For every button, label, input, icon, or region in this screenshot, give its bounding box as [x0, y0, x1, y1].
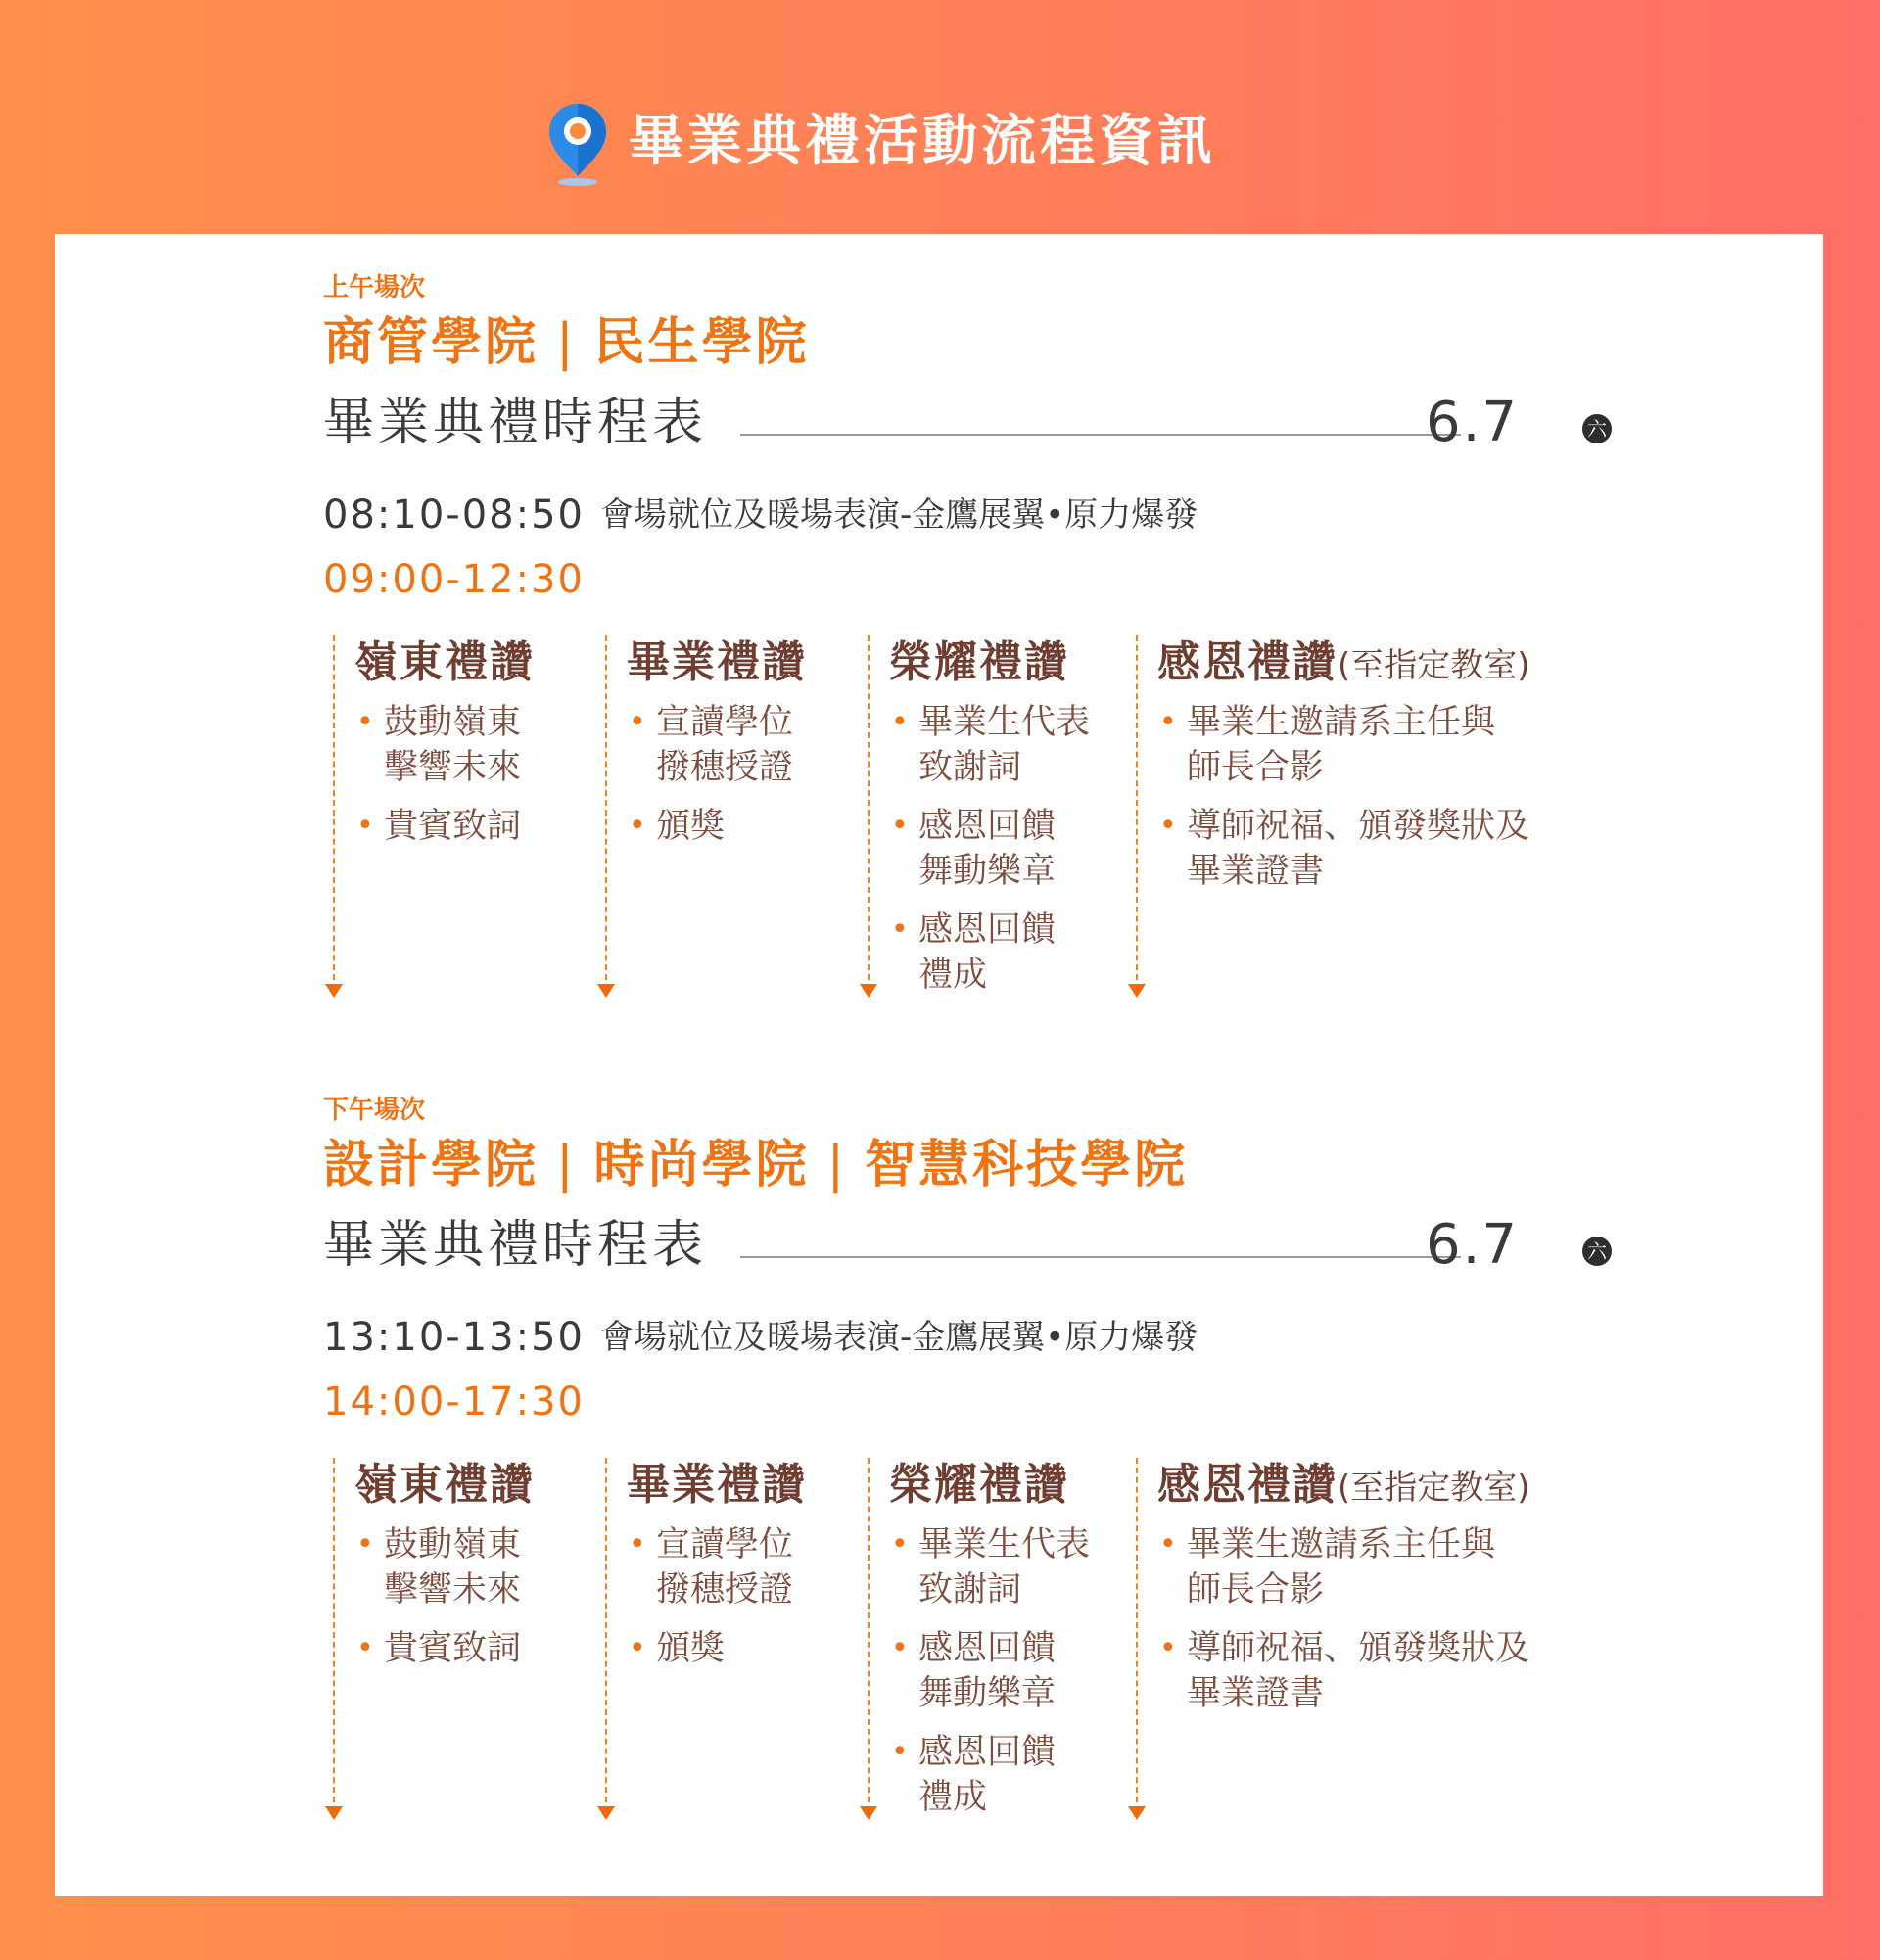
date-value: 6.7 [1426, 1213, 1520, 1277]
list-item [1157, 1522, 1529, 1612]
dashed-timeline [1136, 1458, 1138, 1802]
arrow-down-icon [597, 984, 615, 998]
list-item [1157, 804, 1529, 894]
list-item-text: 感恩回饋 舞動樂章 [918, 1629, 1057, 1713]
bullet-icon: • [629, 809, 646, 843]
list-item-text: 導師祝福、頒發獎狀及 畢業證書 [1187, 807, 1530, 891]
arrow-down-icon [860, 984, 877, 998]
schedule-title: 畢業典禮時程表 [323, 394, 708, 452]
list-item-text: 畢業生代表 致謝詞 [918, 1525, 1091, 1610]
list-item [889, 1626, 1090, 1716]
column-items [627, 1522, 793, 1685]
session-tag: 上午場次 [323, 273, 426, 303]
bullet-icon: • [891, 705, 909, 739]
column-items [889, 700, 1090, 1011]
college-separator: | [556, 1136, 577, 1194]
divider-line [740, 434, 1461, 436]
column-title [354, 1458, 535, 1513]
column-title [889, 635, 1069, 690]
column-items [354, 1522, 521, 1685]
session-tag: 下午場次 [323, 1096, 426, 1125]
dashed-timeline [333, 635, 335, 980]
bullet-icon: • [356, 1527, 374, 1562]
list-item [627, 804, 793, 849]
column-items [627, 700, 793, 863]
list-item [354, 700, 521, 790]
college-names [323, 310, 810, 375]
college-name: 民生學院 [593, 313, 810, 372]
column-title-text: 榮耀禮讚 [889, 1460, 1069, 1510]
column-items [354, 700, 521, 863]
page-title: 畢業典禮活動流程資訊 [629, 110, 1216, 173]
college-name: 設計學院 [323, 1136, 540, 1194]
dashed-timeline [605, 1458, 607, 1802]
column-title-text: 感恩禮讚 [1157, 1460, 1338, 1510]
column-title-text: 畢業禮讚 [627, 1460, 807, 1510]
list-item [354, 1626, 521, 1671]
bullet-icon: • [356, 1631, 374, 1665]
arrow-down-icon [597, 1806, 615, 1820]
column-title-text: 畢業禮讚 [627, 637, 807, 687]
date-label [1426, 1213, 1612, 1278]
bullet-icon: • [1159, 1631, 1177, 1665]
list-item [889, 1730, 1090, 1820]
dashed-timeline [868, 1458, 870, 1802]
dashed-timeline [605, 635, 607, 980]
schedule-card [55, 234, 1823, 1896]
column-title-text: 嶺東禮讚 [354, 637, 535, 687]
list-item-text: 畢業生邀請系主任與 師長合影 [1187, 1525, 1496, 1610]
list-item [627, 700, 793, 790]
bullet-icon: • [891, 912, 909, 947]
bullet-icon: • [891, 1631, 909, 1665]
column-items [889, 1522, 1090, 1834]
bullet-icon: • [629, 1631, 646, 1665]
bullet-icon: • [629, 1527, 646, 1562]
date-value: 6.7 [1426, 391, 1520, 454]
bullet-icon: • [356, 705, 374, 739]
arrow-down-icon [325, 984, 343, 998]
list-item-text: 畢業生代表 致謝詞 [918, 703, 1091, 787]
ceremony-time: 14:00-17:30 [323, 1379, 585, 1424]
warmup-time: 08:10-08:50 [323, 492, 585, 537]
warmup-description: 會場就位及暖場表演-金鷹展翼•原力爆發 [599, 1318, 1198, 1357]
list-item-text: 導師祝福、頒發獎狀及 畢業證書 [1187, 1629, 1530, 1713]
college-separator: | [556, 313, 577, 372]
column-title [627, 635, 807, 690]
list-item-text: 感恩回饋 舞動樂章 [918, 807, 1057, 891]
divider-line [740, 1256, 1461, 1258]
list-item [889, 700, 1090, 790]
bullet-icon: • [1159, 1527, 1177, 1562]
date-label [1426, 391, 1612, 455]
afternoon-session [55, 1056, 1823, 1830]
arrow-down-icon [1128, 984, 1146, 998]
column-subtitle: (至指定教室) [1338, 1469, 1530, 1508]
weekday-badge: 六 [1582, 1237, 1612, 1266]
list-item [889, 1522, 1090, 1612]
list-item-text: 感恩回饋 禮成 [918, 1733, 1057, 1817]
arrow-down-icon [325, 1806, 343, 1820]
list-item [889, 804, 1090, 894]
weekday-badge: 六 [1582, 414, 1612, 443]
list-item-text: 宣讀學位 撥穗授證 [656, 1525, 794, 1610]
bullet-icon: • [891, 1527, 909, 1562]
bullet-icon: • [891, 809, 909, 843]
list-item [1157, 1626, 1529, 1716]
morning-session [55, 234, 1823, 1007]
column-items [1157, 1522, 1529, 1730]
column-title [889, 1458, 1069, 1513]
column-subtitle: (至指定教室) [1338, 646, 1530, 685]
column-items [1157, 700, 1529, 908]
ceremony-time: 09:00-12:30 [323, 557, 585, 602]
list-item [354, 1522, 521, 1612]
bullet-icon: • [1159, 809, 1177, 843]
column-title-text: 嶺東禮讚 [354, 1460, 535, 1510]
arrow-down-icon [860, 1806, 877, 1820]
list-item-text: 貴賓致詞 [384, 807, 522, 846]
page-header [0, 98, 1880, 196]
column-title [354, 635, 535, 690]
warmup-description: 會場就位及暖場表演-金鷹展翼•原力爆發 [599, 495, 1198, 535]
list-item [889, 908, 1090, 998]
arrow-down-icon [1128, 1806, 1146, 1820]
list-item-text: 頒獎 [656, 807, 726, 846]
warmup-row [323, 1313, 1198, 1362]
list-item [627, 1522, 793, 1612]
college-names [323, 1133, 1188, 1197]
warmup-row [323, 490, 1198, 539]
column-title-text: 感恩禮讚 [1157, 637, 1338, 687]
bullet-icon: • [891, 1735, 909, 1769]
bullet-icon: • [629, 705, 646, 739]
column-title [1157, 1458, 1530, 1516]
location-pin-icon [546, 102, 609, 186]
list-item-text: 鼓動嶺東 擊響未來 [384, 1525, 522, 1610]
dashed-timeline [1136, 635, 1138, 980]
bullet-icon: • [1159, 705, 1177, 739]
list-item [1157, 700, 1529, 790]
list-item-text: 畢業生邀請系主任與 師長合影 [1187, 703, 1496, 787]
college-separator: | [826, 1136, 848, 1194]
list-item-text: 頒獎 [656, 1629, 726, 1668]
list-item-text: 宣讀學位 撥穗授證 [656, 703, 794, 787]
bullet-icon: • [356, 809, 374, 843]
dashed-timeline [333, 1458, 335, 1802]
column-title [627, 1458, 807, 1513]
dashed-timeline [868, 635, 870, 980]
college-name: 商管學院 [323, 313, 540, 372]
list-item-text: 貴賓致詞 [384, 1629, 522, 1668]
column-title [1157, 635, 1530, 693]
list-item [627, 1626, 793, 1671]
list-item [354, 804, 521, 849]
warmup-time: 13:10-13:50 [323, 1315, 585, 1360]
college-name: 智慧科技學院 [865, 1136, 1189, 1194]
college-name: 時尚學院 [593, 1136, 810, 1194]
schedule-title: 畢業典禮時程表 [323, 1216, 708, 1275]
list-item-text: 感恩回饋 禮成 [918, 910, 1057, 995]
list-item-text: 鼓動嶺東 擊響未來 [384, 703, 522, 787]
column-title-text: 榮耀禮讚 [889, 637, 1069, 687]
